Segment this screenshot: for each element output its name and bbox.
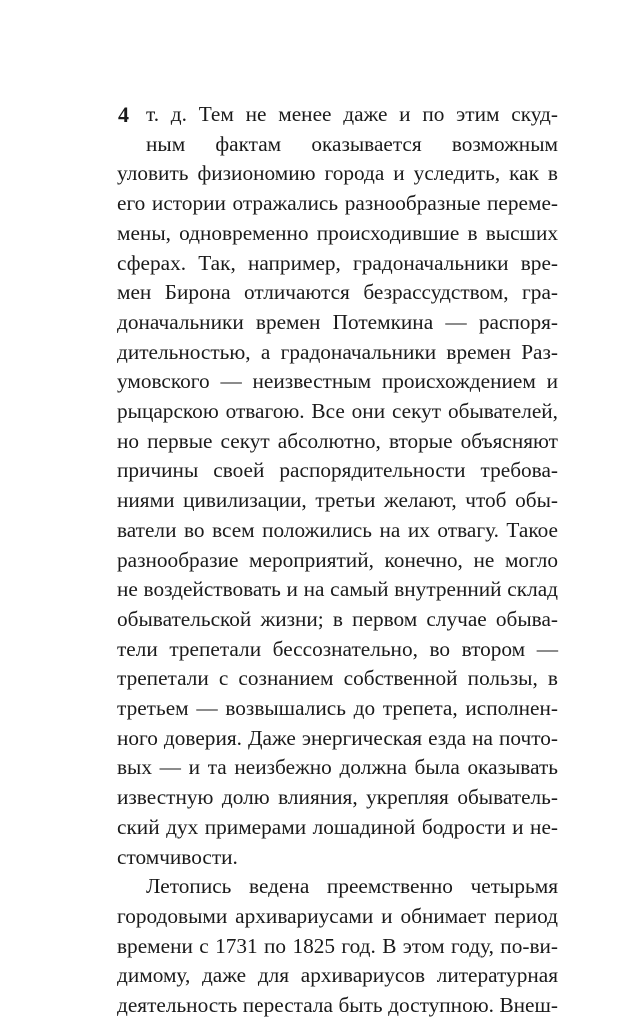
text-line: причины своей распорядительности требова- — [117, 458, 558, 483]
text-line: вых — и та неизбежно должна была оказывать — [117, 755, 558, 780]
text-line: разнообразие мероприятий, конечно, не могло — [117, 547, 558, 572]
text-line: уловить физиономию города и уследить, как в — [117, 161, 558, 186]
text-line: умовского — неизвестным происхождением и — [117, 369, 558, 394]
text-line: его истории отражались разнообразные переме- — [117, 191, 558, 216]
text-line: сферах. Так, например, градоначальники вре- — [117, 250, 558, 275]
text-line: мены, одновременно происходившие в высших — [117, 220, 558, 245]
text-line: т. д. Тем не менее даже и по этим скуд- — [146, 102, 558, 126]
body-text — [117, 100, 558, 1021]
text-line: стомчивости. — [117, 844, 238, 869]
text-line: известную долю влияния, укрепляя обыватель- — [117, 785, 558, 810]
text-line: третьем — возвышались до трепета, исполнен- — [117, 696, 558, 721]
text-line: ватели во всем положились на их отвагу. Такое — [117, 517, 558, 542]
text-line: ский дух примерами лошадиной бодрости и не- — [117, 814, 558, 839]
text-line: не воздействовать и на самый внутренний склад — [117, 577, 558, 602]
text-line: обывательской жизни; в первом случае обыва- — [117, 606, 558, 631]
text-line: дительностью, а градоначальники времен Раз- — [117, 339, 558, 364]
paragraph-2 — [117, 872, 558, 1021]
text-line: ного доверия. Даже энергическая езда на почто- — [117, 725, 558, 750]
text-line: ным фактам оказывается возможным — [146, 131, 558, 156]
paragraph-1 — [117, 100, 558, 872]
text-line: деятельность перестала быть доступною. Внеш- — [117, 993, 558, 1018]
text-line: рыцарскою отвагою. Все они секут обывателей, — [117, 399, 558, 424]
text-line: доначальники времен Потемкина — распоря- — [117, 309, 558, 334]
page-number: 4 — [118, 102, 129, 127]
text-line: времени с 1731 по 1825 год. В этом году, по-ви- — [117, 933, 558, 958]
text-line: димому, даже для архивариусов литературная — [117, 963, 558, 988]
text-line: но первые секут абсолютно, вторые объясняют — [117, 428, 558, 453]
text-line: Летопись ведена преемственно четырьмя — [146, 874, 558, 899]
text-line: трепетали с сознанием собственной пользы, в — [117, 666, 558, 691]
text-line: ниями цивилизации, третьи желают, чтоб обы- — [117, 488, 558, 513]
text-line: мен Бирона отличаются безрассудством, гра- — [117, 280, 558, 305]
text-line: городовыми архивариусами и обнимает период — [117, 903, 558, 928]
text-line: тели трепетали бессознательно, во втором — — [117, 636, 558, 661]
